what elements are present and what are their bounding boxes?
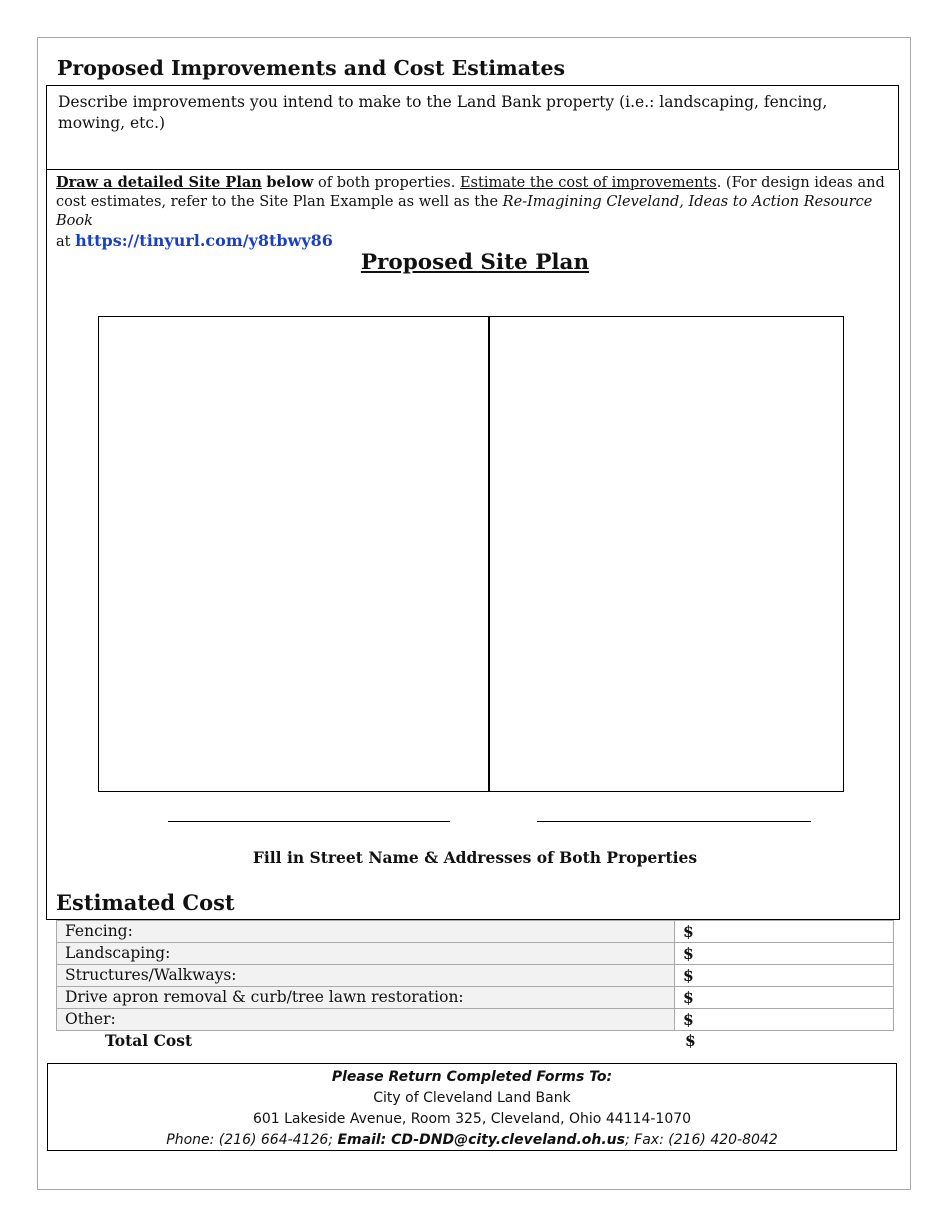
describe-line-1: Describe improvements you intend to make to the Land Bank property (i.e.: landscaping, fencing, [58, 93, 828, 111]
draw-site-plan-text: Draw a detailed Site Plan [56, 174, 262, 191]
cost-row-structures [57, 965, 894, 987]
instructions-text-3: at [56, 234, 76, 250]
return-address: 601 Lakeside Avenue, Room 325, Cleveland, Ohio 44114-1070 [252, 1111, 692, 1127]
cost-amount-fencing[interactable]: $ [675, 921, 894, 943]
site-plan-drawing-box-right[interactable] [488, 316, 844, 792]
cost-table [56, 920, 894, 1031]
return-fax: ; Fax: (216) 420-8042 [624, 1132, 778, 1148]
cost-label-drive-apron: Drive apron removal & curb/tree lawn restoration: [57, 987, 675, 1009]
instructions-text-1: of both properties. [313, 175, 460, 191]
cost-label-other: Other: [57, 1009, 675, 1031]
total-cost-amount[interactable]: $ [685, 1031, 696, 1050]
cost-row-drive-apron [57, 987, 894, 1009]
cost-amount-drive-apron[interactable]: $ [675, 987, 894, 1009]
describe-improvements-label [58, 92, 878, 134]
below-text: below [266, 174, 314, 191]
improvements-heading: Proposed Improvements and Cost Estimates [57, 56, 566, 80]
cost-row-landscaping [57, 943, 894, 965]
site-plan-instructions [56, 173, 896, 252]
return-contact [48, 1130, 896, 1151]
cost-amount-landscaping[interactable]: $ [675, 943, 894, 965]
cost-amount-structures[interactable]: $ [675, 965, 894, 987]
address-line-left[interactable] [168, 821, 450, 822]
estimated-cost-heading: Estimated Cost [56, 890, 235, 915]
site-plan-drawing-box-left[interactable] [98, 316, 490, 792]
return-phone: Phone: (216) 664-4126; [166, 1132, 338, 1148]
resource-book-title: Re-Imagining Cleveland, Ideas to Action Resource Book [56, 194, 873, 229]
return-title: Please Return Completed Forms To: [331, 1069, 613, 1085]
return-org: City of Cleveland Land Bank [373, 1090, 571, 1106]
return-email[interactable]: Email: CD-DND@city.cleveland.oh.us [337, 1132, 625, 1148]
cost-label-structures: Structures/Walkways: [57, 965, 675, 987]
total-cost-label: Total Cost [105, 1031, 193, 1050]
site-plan-title: Proposed Site Plan [360, 250, 590, 275]
cost-row-other [57, 1009, 894, 1031]
cost-row-fencing [57, 921, 894, 943]
estimate-cost-text: Estimate the cost of improvements [459, 175, 717, 191]
cost-label-fencing: Fencing: [57, 921, 675, 943]
instructions-text-2: . (For design ideas and cost estimates, refer to the Site Plan Example as well as the [56, 175, 885, 210]
return-info-box [47, 1063, 897, 1151]
address-line-right[interactable] [537, 821, 811, 822]
resource-book-link[interactable]: https://tinyurl.com/y8tbwy86 [75, 231, 333, 250]
cost-amount-other[interactable]: $ [675, 1009, 894, 1031]
fill-address-caption: Fill in Street Name & Addresses of Both Properties [252, 848, 698, 867]
cost-label-landscaping: Landscaping: [57, 943, 675, 965]
describe-line-2: mowing, etc.) [58, 114, 166, 132]
